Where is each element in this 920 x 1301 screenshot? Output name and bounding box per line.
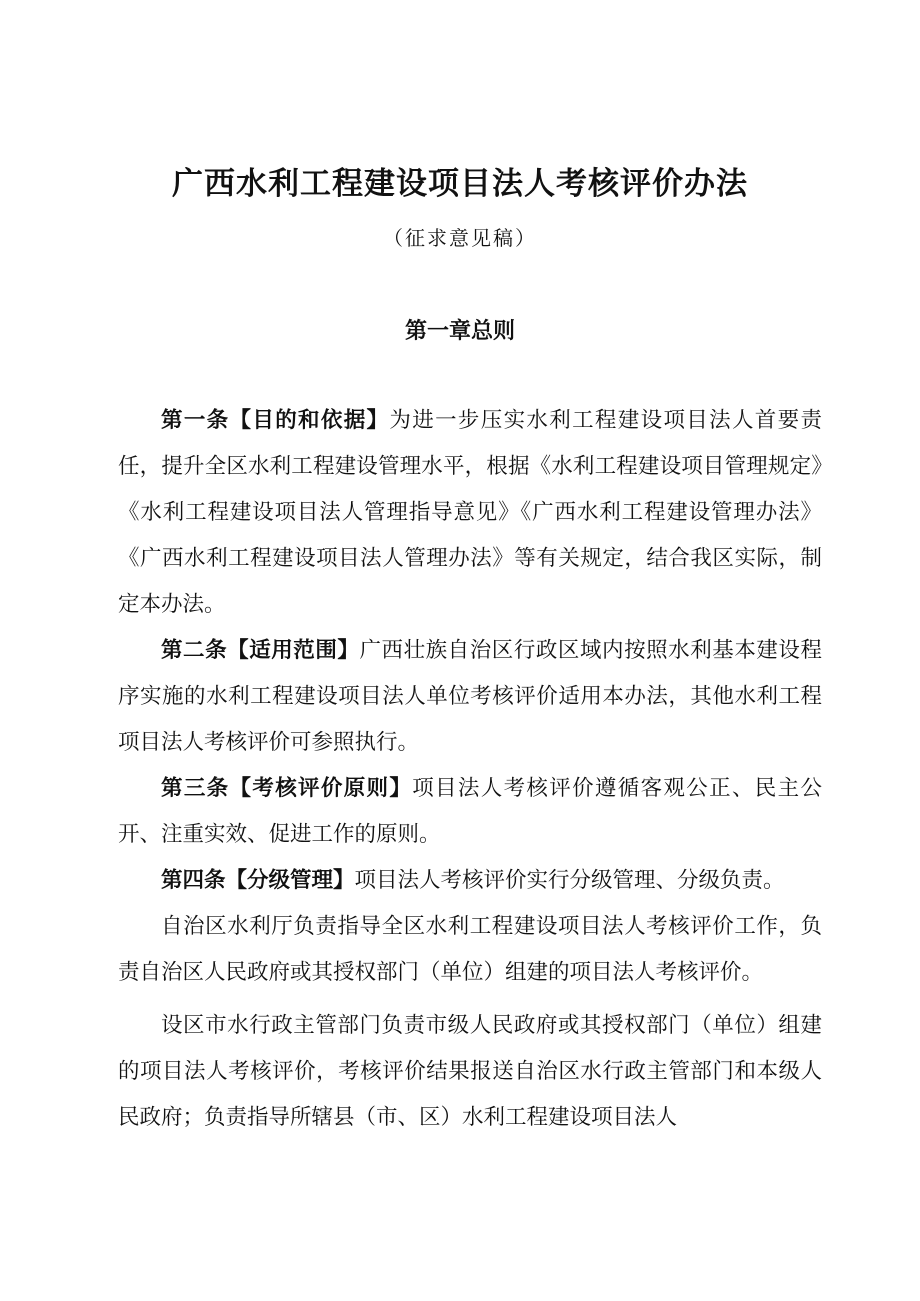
article-1 [118, 398, 822, 628]
article-4-label [161, 868, 355, 893]
article-3-number: 第三条 [161, 776, 230, 801]
article-4-number: 第四条 [161, 868, 226, 893]
article-2 [118, 628, 822, 766]
article-2-heading: 【适用范围】 [227, 638, 360, 663]
article-2-number: 第二条 [161, 638, 228, 663]
article-4 [118, 858, 822, 904]
body-paragraph-1: 自治区水利厅负责指导全区水利工程建设项目法人考核评价工作，负责自治区人民政府或其授权部门（单位）组建的项目法人考核评价。 [118, 914, 822, 985]
document-subtitle: （征求意见稿） [383, 226, 537, 250]
article-2-label [161, 638, 359, 663]
article-1-heading: 【目的和依据】 [229, 408, 390, 433]
article-1-label [161, 408, 389, 433]
article-3-heading: 【考核评价原则】 [229, 776, 413, 801]
body-paragraph-2: 设区市水行政主管部门负责市级人民政府或其授权部门（单位）组建的项目法人考核评价，考核评价结果报送自治区水行政主管部门和本级人民政府；负责指导所辖县（市、区）水利工程建设项目法人 [118, 1013, 822, 1130]
article-2-text: 广西壮族自治区行政区域内按照水利基本建设程序实施的水利工程建设项目法人单位考核评价适用本办法，其他水利工程项目法人考核评价可参照执行。 [118, 638, 822, 755]
chapter-heading: 第一章总则 [404, 319, 515, 344]
document-body [118, 398, 822, 1141]
document-title: 广西水利工程建设项目法人考核评价办法 [172, 166, 748, 202]
article-3-label [161, 776, 412, 801]
article-3 [118, 766, 822, 858]
article-3-text: 项目法人考核评价遵循客观公正、民主公开、注重实效、促进工作的原则。 [118, 776, 822, 847]
article-4-heading: 【分级管理】 [225, 868, 355, 893]
article-4-text: 项目法人考核评价实行分级管理、分级负责。 [354, 868, 785, 893]
article-1-number: 第一条 [161, 408, 230, 433]
article-1-text: 为进一步压实水利工程建设项目法人首要责任，提升全区水利工程建设管理水平，根据《水利工程建设项目管理规定》《水利工程建设项目法人管理指导意见》《广西水利工程建设管理办法》《广西水利工程建设项目法人管理办法》等有关规定，结合我区实际，制定本办法。 [118, 408, 822, 617]
